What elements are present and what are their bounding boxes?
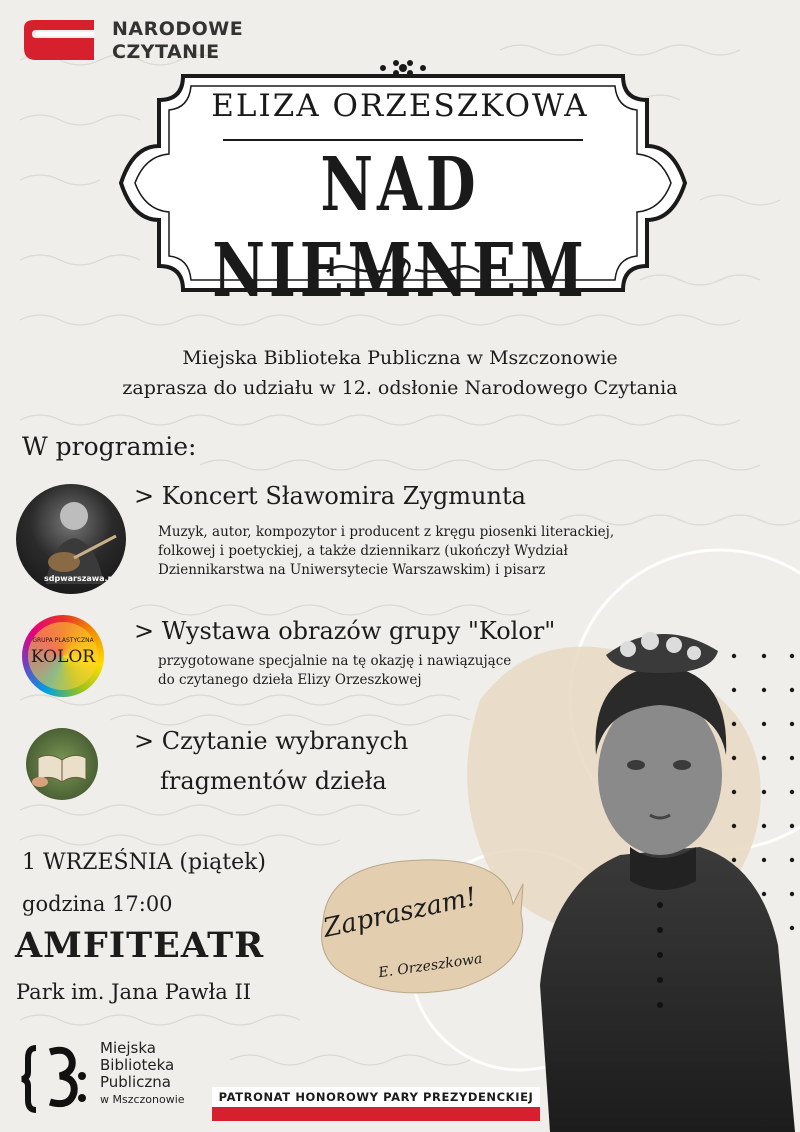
event-place: Park im. Jana Pawła II (16, 980, 252, 1004)
intro-line-1: Miejska Biblioteka Publiczna w Mszczonowie (182, 347, 618, 369)
library-line-2: Biblioteka (100, 1056, 175, 1074)
item-3-title-line-2: fragmentów dzieła (160, 767, 387, 795)
item-1-description (158, 523, 638, 580)
library-line-4: w Mszczonowie (100, 1093, 185, 1106)
patronage-badge (212, 1087, 540, 1127)
musician-photo (16, 484, 126, 594)
book-title: NAD NIEMNEM (212, 142, 588, 314)
item-2-title: > Wystawa obrazów grupy "Kolor" (134, 617, 556, 645)
brand-line-1: NARODOWE (112, 18, 244, 40)
photo-credit: sdpwarszawa.pl (44, 574, 117, 583)
library-line-1: Miejska (100, 1039, 156, 1057)
kolor-group-logo (22, 615, 104, 697)
item-1-title: > Koncert Sławomira Zygmunta (134, 482, 526, 510)
bubble-signature: E. Orzeszkowa (377, 950, 484, 982)
event-venue: AMFITEATR (15, 925, 265, 966)
intro-text (40, 343, 760, 403)
item-3-title-line-1: > Czytanie wybranych (134, 727, 409, 755)
item-1-desc-line-3: Dziennikarstwa na Uniwersytecie Warszawskim) i pisarz (158, 562, 546, 578)
event-date: 1 WRZEŚNIA (piątek) (22, 850, 266, 875)
flower-ornament-icon (380, 60, 426, 76)
item-1-desc-line-2: folkowej i poetyckiej, a także dziennikarz (ukończył Wydział (158, 543, 568, 559)
bubble-text: Zapraszam! (320, 882, 480, 944)
item-2-desc-line-1: przygotowane specjalnie na tę okazję i nawiązujące (158, 653, 512, 669)
item-2-desc-line-2: do czytanego dzieła Elizy Orzeszkowej (158, 672, 422, 688)
event-time: godzina 17:00 (22, 892, 173, 916)
kolor-logo-small: GRUPA PLASTYCZNA (32, 637, 94, 644)
item-1-desc-line-1: Muzyk, autor, kompozytor i producent z kręgu piosenki literackiej, (158, 524, 615, 540)
intro-line-2: zaprasza do udziału w 12. odsłonie Narodowego Czytania (122, 377, 678, 399)
orzeszkowa-portrait (510, 625, 800, 1132)
patronage-text: PATRONAT HONOROWY PARY PREZYDENCKIEJ (218, 1090, 534, 1104)
library-line-3: Publiczna (100, 1073, 171, 1091)
library-logo (20, 1040, 185, 1118)
book-reading-photo (26, 728, 98, 800)
brand-line-2: CZYTANIE (112, 41, 220, 63)
kolor-logo-big: KOLOR (30, 647, 96, 667)
library-logo-icon (20, 1040, 90, 1118)
author-name: ELIZA ORZESZKOWA (211, 88, 589, 124)
book-icon (20, 18, 98, 62)
program-heading: W programie: (22, 432, 197, 461)
